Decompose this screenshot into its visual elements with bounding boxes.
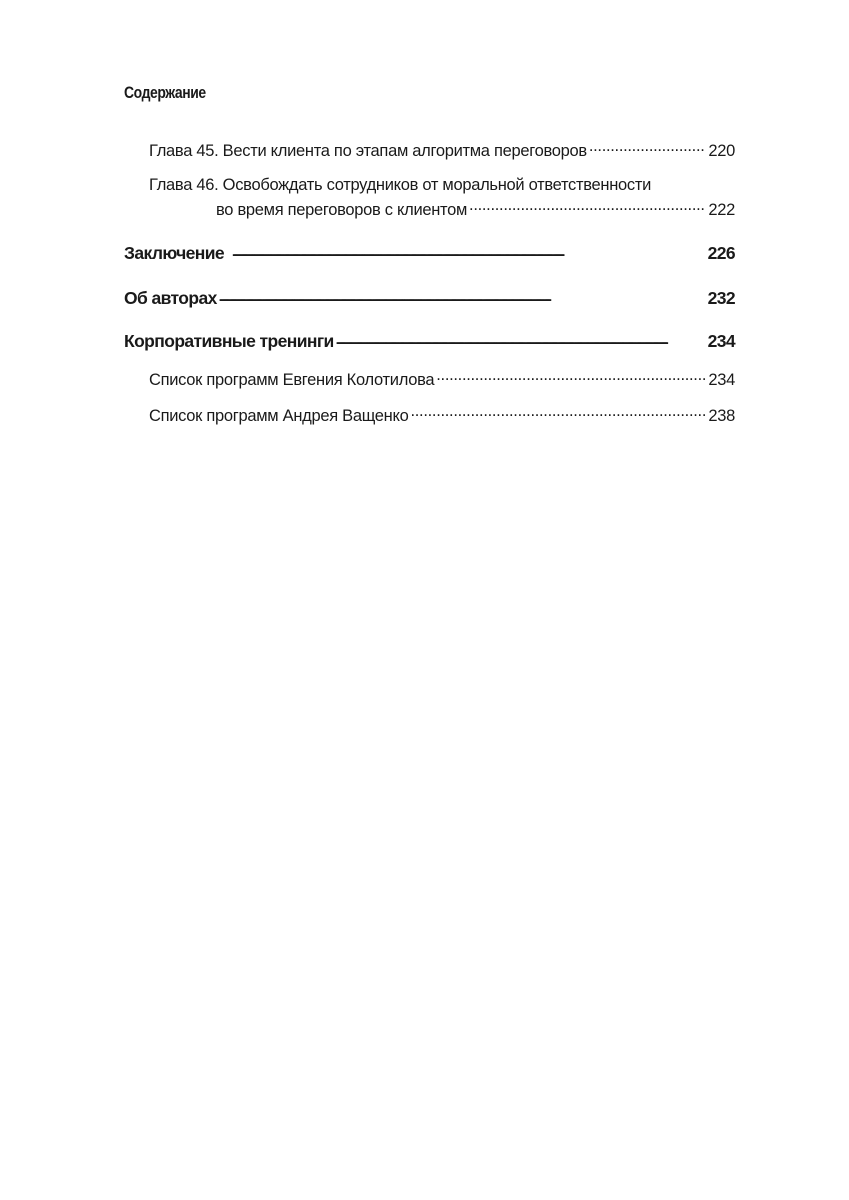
dot-leader	[436, 367, 706, 385]
toc-entry-title: Заключение	[124, 243, 225, 264]
dot-leader	[410, 403, 706, 421]
toc-entry-title: Список программ Андрея Ващенко	[149, 407, 409, 426]
toc-entry-chapter-46-line1[interactable]: Глава 46. Освобождать сотрудников от моральной ответственности	[149, 176, 652, 194]
toc-entry-title: Глава 45. Вести клиента по этапам алгоритма переговоров	[149, 142, 587, 161]
toc-entry-chapter-45[interactable]	[149, 138, 735, 161]
dot-leader	[589, 138, 707, 156]
toc-entry-page: 234	[707, 331, 735, 352]
toc-entry-page: 234	[708, 371, 735, 390]
dot-leader	[336, 328, 706, 347]
toc-entry-page: 238	[708, 407, 735, 426]
dot-leader	[232, 240, 706, 259]
toc-entry-chapter-46[interactable]	[216, 197, 735, 220]
toc-entry-title: Список программ Евгения Колотилова	[149, 371, 435, 390]
toc-entry-kolotilov-programs[interactable]	[149, 367, 735, 390]
toc-entry-title: Корпоративные тренинги	[124, 331, 334, 352]
toc-entry-title: Об авторах	[124, 288, 217, 309]
toc-entry-page: 232	[707, 288, 735, 309]
toc-entry-authors[interactable]	[124, 285, 735, 309]
toc-entry-page: 222	[708, 201, 735, 220]
running-head: Содержание	[124, 83, 206, 102]
dot-leader	[219, 285, 706, 304]
toc-entry-conclusion[interactable]	[124, 240, 735, 264]
toc-entry-page: 220	[708, 142, 735, 161]
toc-entry-title: во время переговоров с клиентом	[216, 201, 468, 220]
toc-entry-vashchenko-programs[interactable]	[149, 403, 735, 426]
toc-entry-page: 226	[707, 243, 735, 264]
dot-leader	[469, 197, 706, 215]
toc-entry-trainings[interactable]	[124, 328, 735, 352]
